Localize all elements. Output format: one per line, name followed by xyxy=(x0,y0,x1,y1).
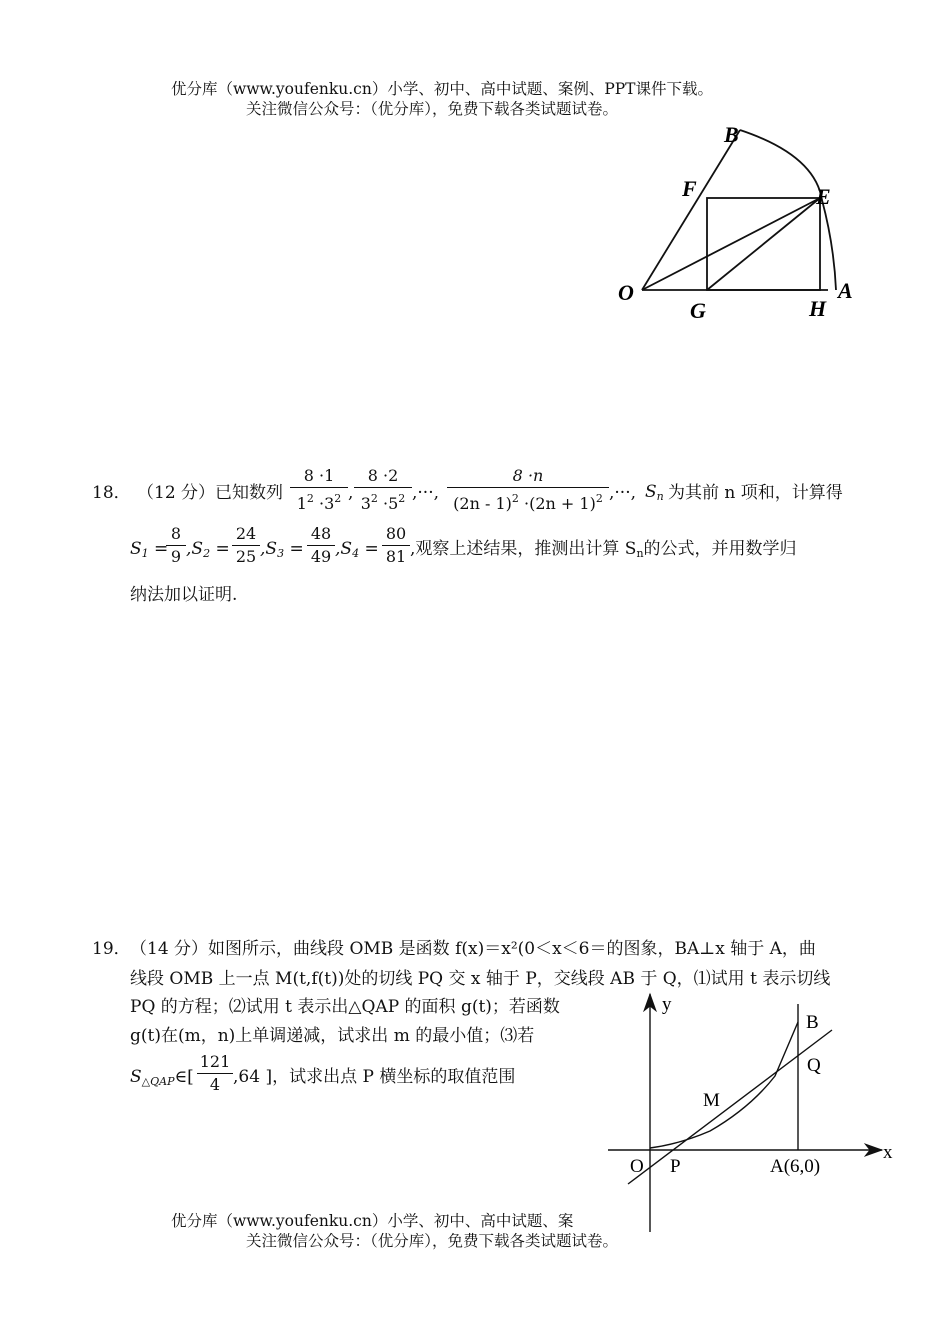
s4-denominator: 81 xyxy=(385,547,407,566)
q18-term-n: 8 ·n $(2n - 1)^2 \cdot(2n + 1)^2$ xyxy=(447,466,609,514)
label-f: F xyxy=(682,176,697,201)
label-p: P xyxy=(670,1156,681,1177)
header-line-2: 关注微信公众号：（优分库），免费下载各类试题试卷。 xyxy=(246,100,619,118)
q18-s2 xyxy=(232,524,260,567)
s3-denominator: 49 xyxy=(310,547,332,566)
fraction-numerator: 121 xyxy=(199,1052,231,1071)
segment-oe xyxy=(642,198,820,290)
q19-line5-tail: ,64 ]，试求出点 P 横坐标的取值范围 xyxy=(233,1067,516,1087)
q18-s1-label: $S_1$ = xyxy=(130,539,169,560)
q18-sn: $S_n$ xyxy=(645,482,664,503)
q18-line1-tail: 为其前 n 项和，计算得 xyxy=(668,483,843,503)
q18-term-2: 8 ·2 $3^2 \cdot 5^2$ xyxy=(354,466,412,514)
q19-line2: 线段 OMB 上一点 M(t,f(t))处的切线 PQ 交 x 轴于 P，交线段 AB 于 Q，⑴试用 t 表示切线 xyxy=(130,969,831,989)
q19-s-label: $S_{\triangle QAP}\in$[ xyxy=(130,1067,194,1088)
s4-numerator: 80 xyxy=(385,524,407,543)
q18-score: （12 分）已知数列 xyxy=(137,483,284,503)
header-line-1: 优分库（www.youfenku.cn）小学、初中、高中试题、案例、PPT课件下载。 xyxy=(171,80,714,98)
term2-numerator: 8 ·2 xyxy=(367,466,399,485)
label-q: Q xyxy=(807,1055,821,1076)
q18-number: 18． xyxy=(92,483,131,503)
label-g: G xyxy=(690,298,706,323)
q19-line4: g(t)在(m，n)上单调递减，试求出 m 的最小值；⑶若 xyxy=(130,1026,535,1046)
termn-den-b: ·(2n + 1) xyxy=(524,494,596,513)
term1-den-b: ·3 xyxy=(319,494,335,513)
label-m: M xyxy=(703,1090,720,1111)
label-h: H xyxy=(809,296,827,321)
label-o2: O xyxy=(630,1156,644,1177)
q18-ellipsis-1: ,···, xyxy=(412,483,440,503)
q18-s4-label: $,S_4$ = xyxy=(335,539,379,560)
label-o: O xyxy=(618,280,634,305)
q18-s3 xyxy=(307,524,335,567)
label-y: y xyxy=(662,994,672,1015)
footer-line-2: 关注微信公众号：（优分库），免费下载各类试题试卷。 xyxy=(246,1232,619,1250)
q18-s3-label: $,S_3$ = xyxy=(260,539,304,560)
s2-denominator: 25 xyxy=(235,547,257,566)
term2-den-a: 3 xyxy=(360,494,371,513)
s1-numerator: 8 xyxy=(170,524,182,543)
sector-figure xyxy=(610,120,870,330)
curve-omb xyxy=(650,1022,798,1148)
term2-den-b: ·5 xyxy=(383,494,399,513)
label-a2: A(6,0) xyxy=(770,1156,821,1177)
segment-ge xyxy=(707,198,820,290)
s1-denominator: 9 xyxy=(170,547,182,566)
s3-numerator: 48 xyxy=(310,524,332,543)
q18-s4 xyxy=(382,524,410,567)
q18-s2-label: $,S_2$ = xyxy=(186,539,230,560)
q18-s1 xyxy=(166,524,186,567)
q18-ellipsis-2: ,···, xyxy=(609,483,637,503)
termn-den-a: (2n - 1) xyxy=(453,494,512,513)
fraction-denominator: 4 xyxy=(209,1075,221,1094)
label-b: B xyxy=(724,122,739,147)
q18-line3: 纳法加以证明. xyxy=(130,585,238,605)
q19-fraction xyxy=(197,1052,233,1095)
label-b2: B xyxy=(806,1012,819,1033)
label-a: A xyxy=(838,278,853,303)
label-x: x xyxy=(883,1142,893,1163)
q19-line1: （14 分）如图所示，曲线段 OMB 是函数 f(x)＝x²(0＜x＜6＝的图象，BA⊥x 轴于 A，曲 xyxy=(130,939,816,959)
arc-be xyxy=(740,130,836,290)
label-e: E xyxy=(816,184,831,209)
term1-numerator: 8 ·1 xyxy=(303,466,335,485)
q18-line2-tail: ,观察上述结果，推测出计算 $S_n$的公式，并用数学归 xyxy=(410,539,797,560)
q19-line3: PQ 的方程；⑵试用 t 表示出△QAP 的面积 g(t)；若函数 xyxy=(130,997,560,1017)
footer-line-1: 优分库（www.youfenku.cn）小学、初中、高中试题、案 xyxy=(171,1212,574,1230)
termn-numerator: 8 ·n xyxy=(512,466,544,485)
parabola-figure xyxy=(600,988,900,1233)
q19-number: 19． xyxy=(92,939,131,959)
q18-term-1: 8 ·1 $1^2 \cdot 3^2$ xyxy=(290,466,348,514)
term1-den-a: 1 xyxy=(296,494,307,513)
segment-ob xyxy=(642,130,740,290)
s2-numerator: 24 xyxy=(235,524,257,543)
